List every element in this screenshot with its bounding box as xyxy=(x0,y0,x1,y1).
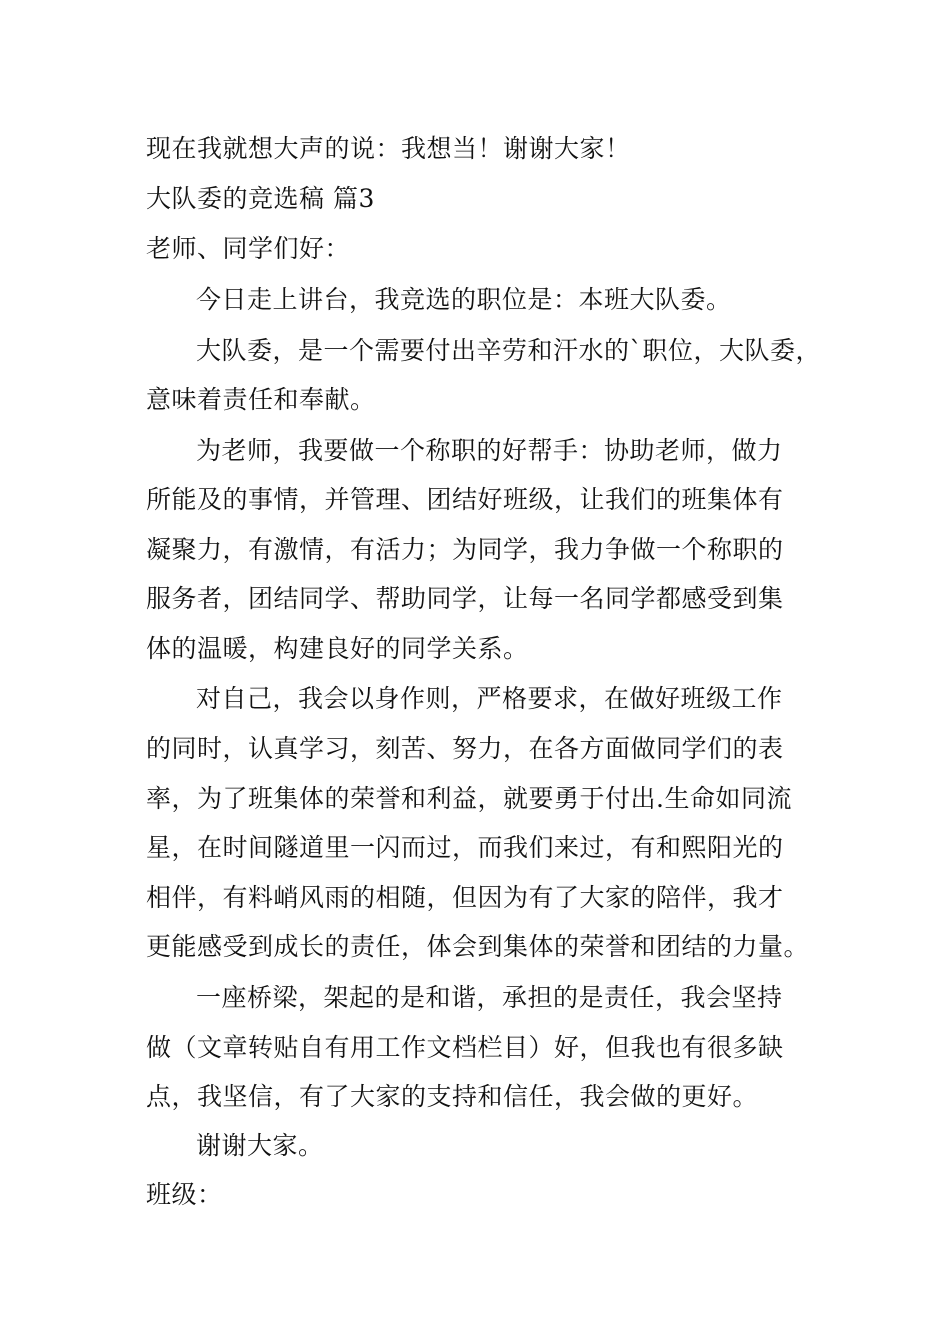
text-line-closing-remark: 现在我就想大声的说：我想当！谢谢大家！ xyxy=(146,134,631,163)
paragraph-line: 为老师，我要做一个称职的好帮手：协助老师，做力 xyxy=(196,436,783,465)
paragraph-line: 的同时，认真学习，刻苦、努力，在各方面做同学们的表 xyxy=(146,734,784,763)
greeting-line: 老师、同学们好： xyxy=(146,234,351,263)
class-label: 班级： xyxy=(146,1180,223,1209)
paragraph-line: 一座桥梁，架起的是和谐，承担的是责任，我会坚持 xyxy=(196,983,783,1012)
paragraph-line: 相伴，有料峭风雨的相随，但因为有了大家的陪伴，我才 xyxy=(146,883,784,912)
paragraph-line: 服务者，团结同学、帮助同学，让每一名同学都感受到集 xyxy=(146,584,784,613)
paragraph-line: 体的温暖，构建良好的同学关系。 xyxy=(146,634,529,663)
paragraph-line: 做（文章转贴自有用工作文档栏目）好，但我也有很多缺 xyxy=(146,1033,784,1062)
paragraph-line: 意味着责任和奉献。 xyxy=(146,385,376,414)
paragraph-line: 凝聚力，有激情，有活力；为同学，我力争做一个称职的 xyxy=(146,535,784,564)
paragraph-line: 星，在时间隧道里一闪而过，而我们来过，有和熙阳光的 xyxy=(146,833,784,862)
paragraph-line: 所能及的事情，并管理、团结好班级，让我们的班集体有 xyxy=(146,485,784,514)
section-heading: 大队委的竞选稿 篇3 xyxy=(146,184,375,213)
paragraph-line: 点，我坚信，有了大家的支持和信任，我会做的更好。 xyxy=(146,1082,759,1111)
paragraph-line: 今日走上讲台，我竞选的职位是：本班大队委。 xyxy=(196,285,732,314)
paragraph-line: 更能感受到成长的责任，体会到集体的荣誉和团结的力量。 xyxy=(146,932,810,961)
paragraph-line: 率，为了班集体的荣誉和利益，就要勇于付出.生命如同流 xyxy=(146,784,792,813)
paragraph-line: 大队委，是一个需要付出辛劳和汗水的`职位，大队委， xyxy=(196,336,822,365)
paragraph-line: 对自己，我会以身作则，严格要求，在做好班级工作 xyxy=(196,684,783,713)
thanks-line: 谢谢大家。 xyxy=(196,1131,324,1160)
